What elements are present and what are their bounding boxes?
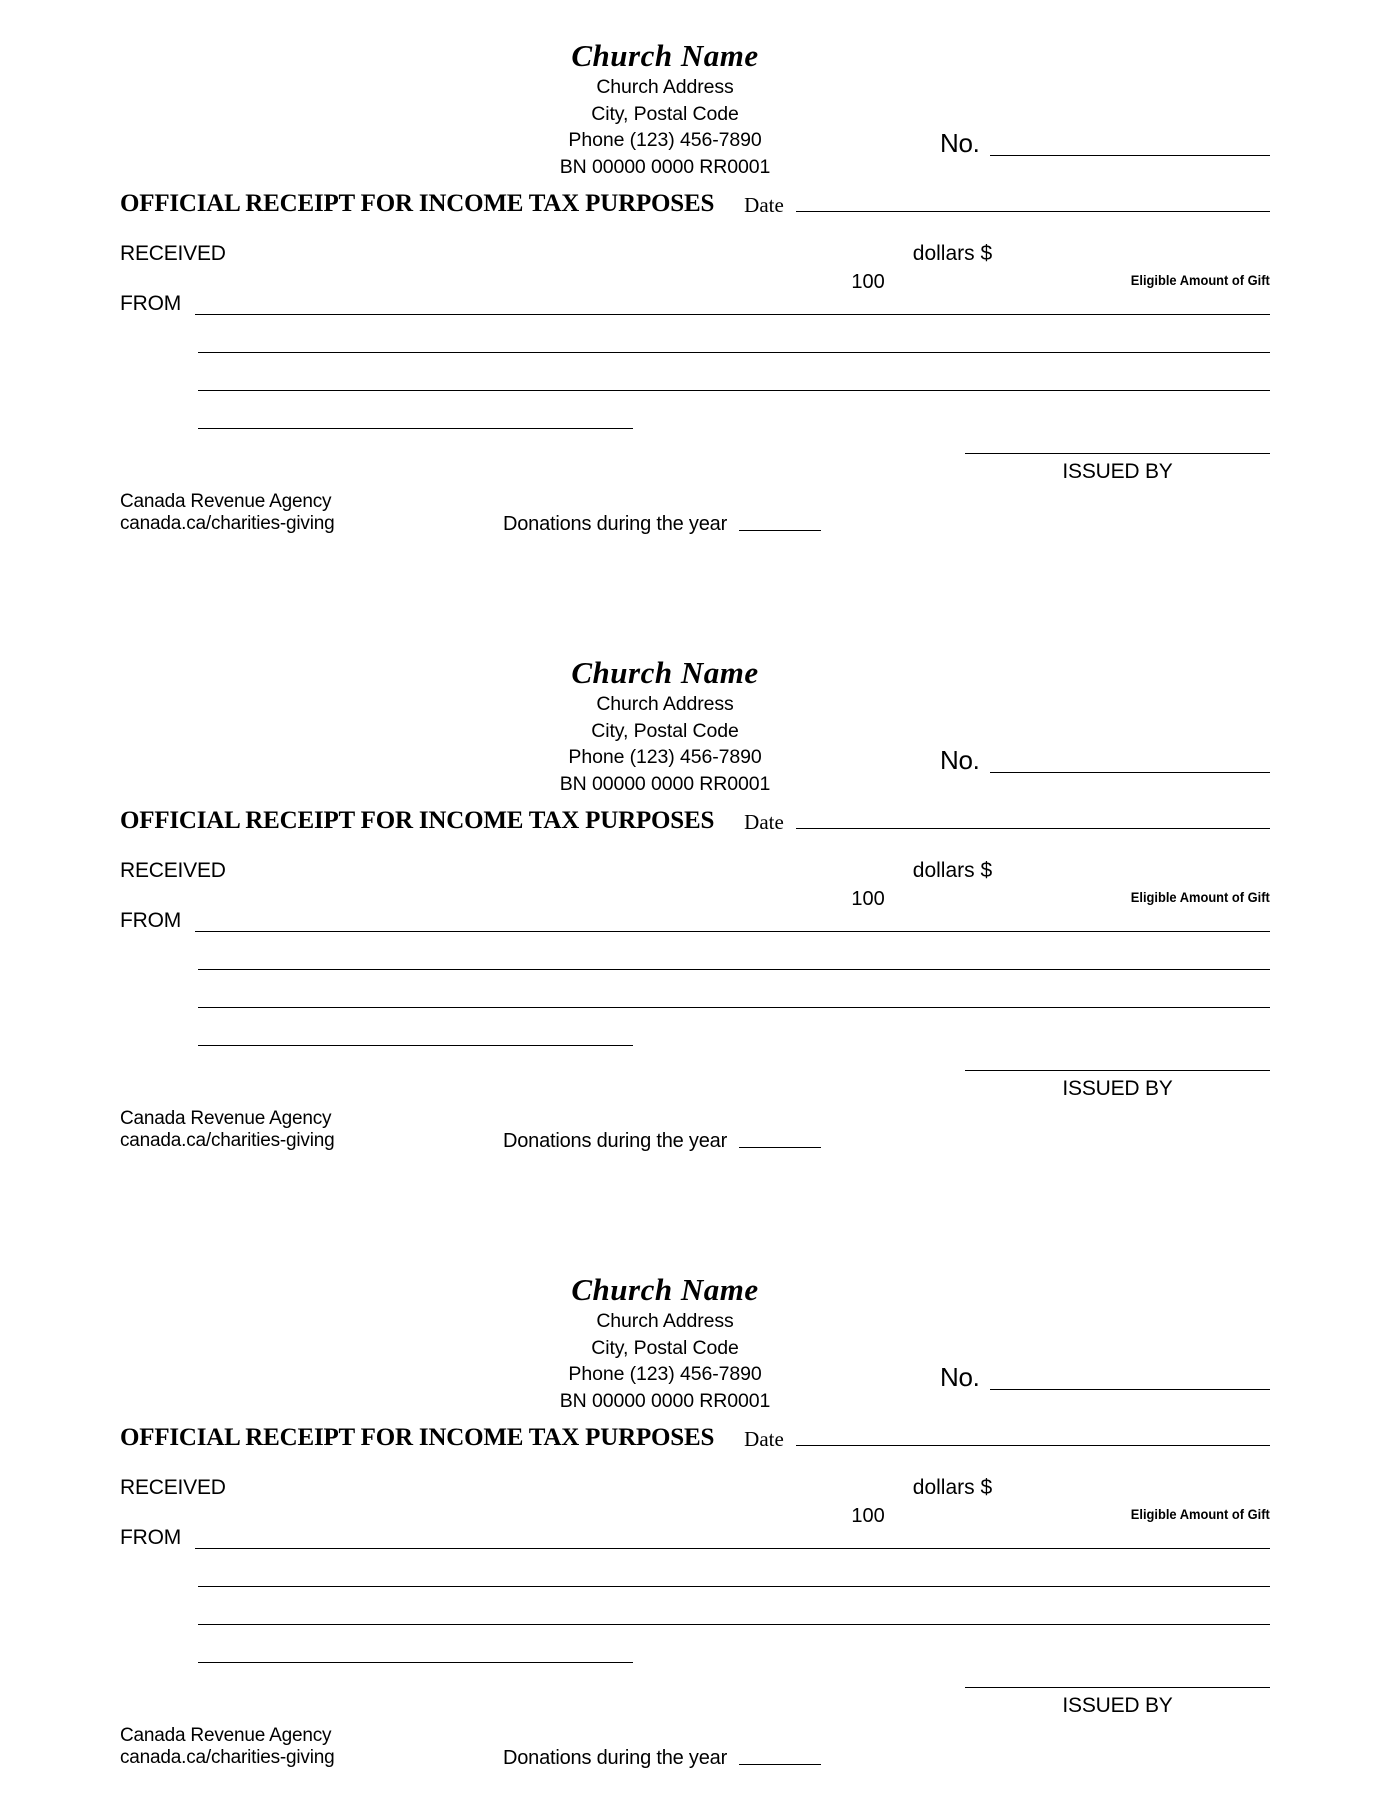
- receipt-number-field-2[interactable]: [940, 747, 1270, 773]
- from-rule-3[interactable]: [195, 1548, 1270, 1549]
- donations-label-1: Donations during the year: [503, 513, 728, 535]
- received-label-2: RECEIVED: [120, 859, 226, 882]
- church-city-postal-1: City, Postal Code: [591, 102, 739, 125]
- church-phone-1: Phone (123) 456-7890: [568, 129, 762, 151]
- receipt-block-3: [120, 1160, 1270, 1777]
- footer-3: [120, 1725, 1270, 1777]
- from-extra-rule-2c[interactable]: [198, 1045, 633, 1046]
- issued-by-rule-2[interactable]: [965, 1070, 1270, 1071]
- received-label-3: RECEIVED: [120, 1476, 226, 1499]
- hundredths-label-3: 100: [851, 1505, 885, 1527]
- church-bn-3: BN 00000 0000 RR0001: [559, 1389, 771, 1412]
- church-phone-2: Phone (123) 456-7890: [568, 746, 762, 768]
- received-label-1: RECEIVED: [120, 242, 226, 265]
- date-input-rule-3[interactable]: [796, 1445, 1270, 1446]
- cra-url-1: canada.ca/charities-giving: [120, 513, 335, 534]
- from-label-2: FROM: [120, 909, 182, 932]
- church-name-3: Church Name: [571, 1272, 759, 1307]
- church-header-2: [60, 655, 1270, 797]
- receipt-number-rule-3[interactable]: [990, 1389, 1270, 1390]
- receipt-number-label-2: No.: [940, 745, 980, 775]
- church-address-3: Church Address: [596, 1310, 734, 1332]
- official-title-row-3: [120, 1424, 1270, 1451]
- receipt-number-field-1[interactable]: [940, 130, 1270, 156]
- cra-name-2: Canada Revenue Agency: [120, 1108, 332, 1129]
- eligible-amount-caption-3: Eligible Amount of Gift: [1130, 1506, 1270, 1522]
- receipt-block-1: [120, 0, 1270, 543]
- receipt-number-rule-1[interactable]: [990, 155, 1270, 156]
- footer-2: [120, 1108, 1270, 1160]
- date-input-rule-2[interactable]: [796, 828, 1270, 829]
- from-extra-rule-1b[interactable]: [198, 390, 1270, 391]
- donations-during-year-3: [503, 1747, 821, 1769]
- from-extra-rule-2b[interactable]: [198, 1007, 1270, 1008]
- official-receipt-title-2: OFFICIAL RECEIPT FOR INCOME TAX PURPOSES: [120, 807, 715, 834]
- received-row-1: [120, 242, 1270, 293]
- from-extra-rule-3a[interactable]: [198, 1586, 1270, 1587]
- donations-label-3: Donations during the year: [503, 1747, 728, 1769]
- from-extra-rule-1c[interactable]: [198, 428, 633, 429]
- cra-name-1: Canada Revenue Agency: [120, 491, 332, 512]
- hundredths-label-1: 100: [851, 271, 885, 293]
- official-receipt-title-3: OFFICIAL RECEIPT FOR INCOME TAX PURPOSES: [120, 1424, 715, 1451]
- from-extra-rule-3b[interactable]: [198, 1624, 1270, 1625]
- hundredths-label-2: 100: [851, 888, 885, 910]
- from-rule-1[interactable]: [195, 314, 1270, 315]
- issued-by-label-2: ISSUED BY: [1062, 1077, 1173, 1100]
- church-bn-1: BN 00000 0000 RR0001: [559, 155, 771, 178]
- eligible-amount-caption-1: Eligible Amount of Gift: [1130, 272, 1270, 288]
- date-label-1: Date: [744, 193, 784, 217]
- issued-by-label-3: ISSUED BY: [1062, 1694, 1173, 1717]
- receipt-number-label-1: No.: [940, 128, 980, 158]
- donations-label-2: Donations during the year: [503, 1130, 728, 1152]
- issued-by-rule-3[interactable]: [965, 1687, 1270, 1688]
- church-name-1: Church Name: [571, 38, 759, 73]
- from-extra-rule-1a[interactable]: [198, 352, 1270, 353]
- donations-rule-3[interactable]: [739, 1764, 821, 1765]
- from-label-3: FROM: [120, 1526, 182, 1549]
- donations-during-year-1: [503, 513, 821, 535]
- from-extra-rule-3c[interactable]: [198, 1662, 633, 1663]
- official-receipt-title-1: OFFICIAL RECEIPT FOR INCOME TAX PURPOSES: [120, 190, 715, 217]
- church-city-postal-3: City, Postal Code: [591, 1336, 739, 1359]
- donations-rule-2[interactable]: [739, 1147, 821, 1148]
- cra-block-2: [120, 1108, 334, 1152]
- date-label-3: Date: [744, 1427, 784, 1451]
- official-title-row-1: [120, 190, 1270, 217]
- from-row-1: [120, 293, 1270, 315]
- church-bn-2: BN 00000 0000 RR0001: [559, 772, 771, 795]
- church-address-2: Church Address: [596, 693, 734, 715]
- receipt-number-rule-2[interactable]: [990, 772, 1270, 773]
- church-header-3: [60, 1272, 1270, 1414]
- from-label-1: FROM: [120, 292, 182, 315]
- receipt-number-field-3[interactable]: [940, 1364, 1270, 1390]
- received-row-2: [120, 859, 1270, 910]
- date-input-rule-1[interactable]: [796, 211, 1270, 212]
- receipt-block-2: [120, 543, 1270, 1160]
- church-name-2: Church Name: [571, 655, 759, 690]
- from-row-2: [120, 910, 1270, 932]
- cra-url-2: canada.ca/charities-giving: [120, 1130, 335, 1151]
- official-title-row-2: [120, 807, 1270, 834]
- received-row-3: [120, 1476, 1270, 1527]
- dollars-label-1: dollars $: [912, 242, 993, 265]
- cra-block-3: [120, 1725, 334, 1769]
- dollars-label-2: dollars $: [912, 859, 993, 882]
- church-header-1: [60, 38, 1270, 180]
- cra-block-1: [120, 491, 334, 535]
- cra-url-3: canada.ca/charities-giving: [120, 1747, 335, 1768]
- receipt-number-label-3: No.: [940, 1362, 980, 1392]
- issued-by-label-1: ISSUED BY: [1062, 460, 1173, 483]
- church-phone-3: Phone (123) 456-7890: [568, 1363, 762, 1385]
- church-address-1: Church Address: [596, 76, 734, 98]
- cra-name-3: Canada Revenue Agency: [120, 1725, 332, 1746]
- eligible-amount-caption-2: Eligible Amount of Gift: [1130, 889, 1270, 905]
- from-extra-rule-2a[interactable]: [198, 969, 1270, 970]
- donations-during-year-2: [503, 1130, 821, 1152]
- church-city-postal-2: City, Postal Code: [591, 719, 739, 742]
- from-rule-2[interactable]: [195, 931, 1270, 932]
- date-label-2: Date: [744, 810, 784, 834]
- footer-1: [120, 491, 1270, 543]
- donations-rule-1[interactable]: [739, 530, 821, 531]
- issued-by-rule-1[interactable]: [965, 453, 1270, 454]
- dollars-label-3: dollars $: [912, 1476, 993, 1499]
- from-row-3: [120, 1527, 1270, 1549]
